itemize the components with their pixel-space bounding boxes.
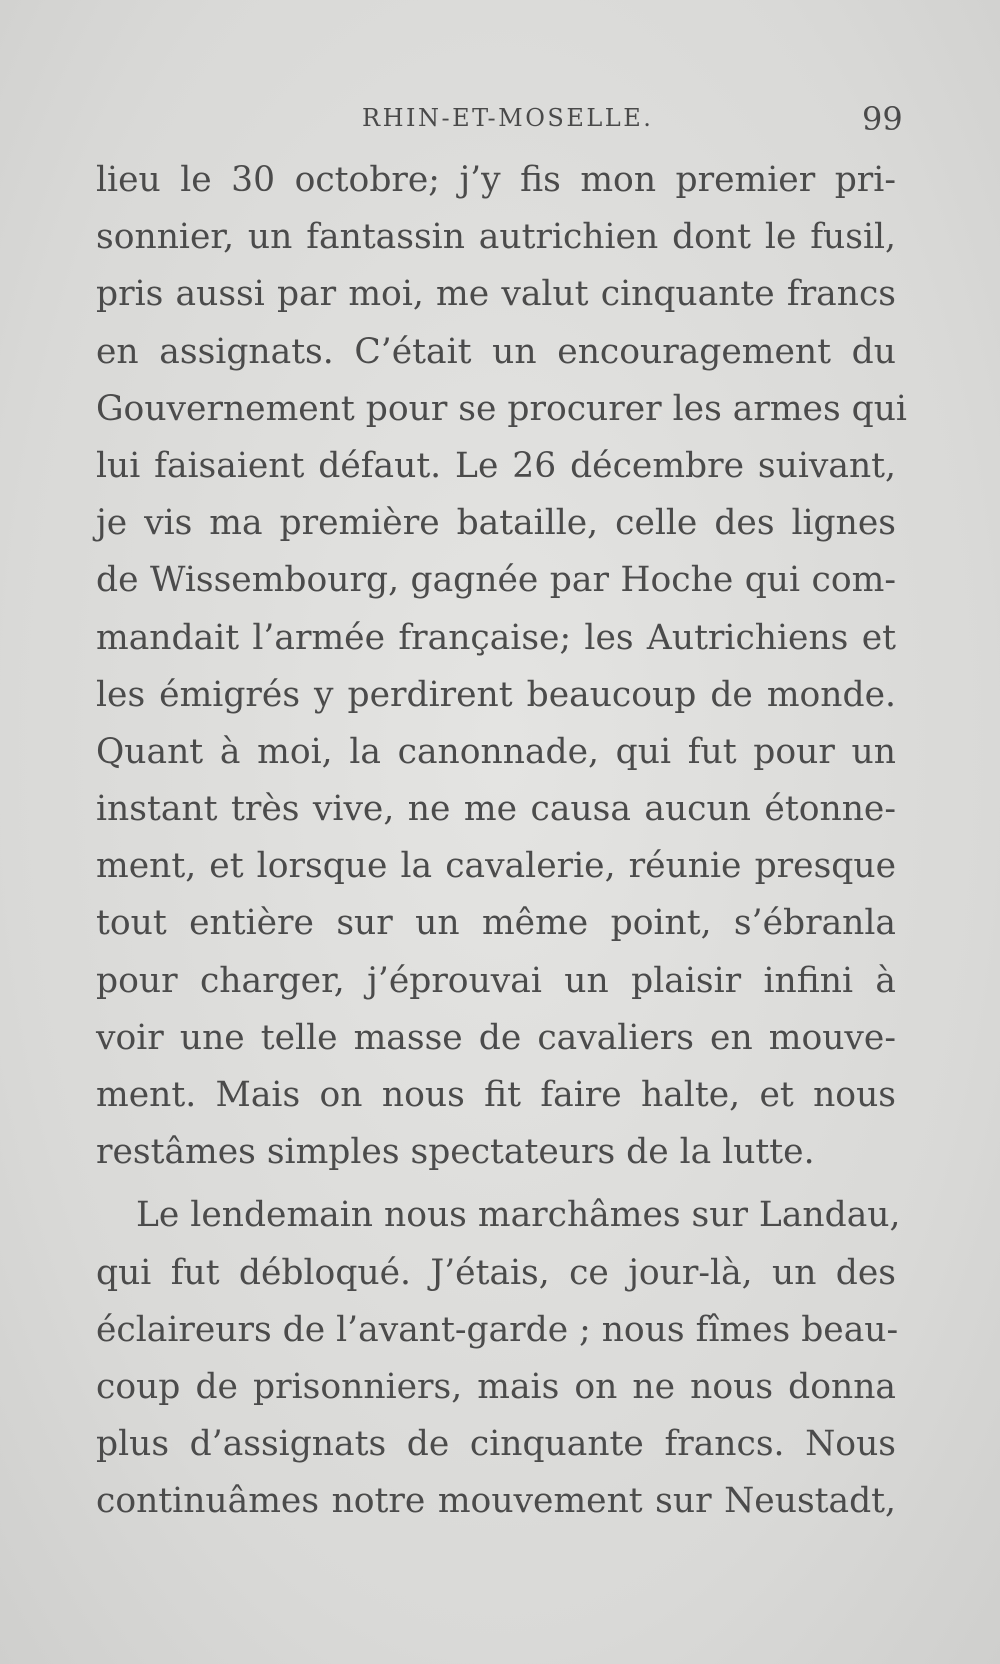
text-line: éclaireurs de l’avant-garde ; nous fîmes beau- bbox=[96, 1309, 899, 1350]
text-line: restâmes simples spectateurs de la lutte. bbox=[96, 1132, 815, 1173]
paragraph-1 bbox=[96, 152, 907, 1181]
text-line: les émigrés y perdirent beaucoup de monde. bbox=[96, 674, 896, 715]
text-line: instant très vive, ne me causa aucun étonne- bbox=[96, 789, 896, 830]
text-line: Le lendemain nous marchâmes sur Landau, bbox=[136, 1195, 901, 1236]
running-title: RHIN-ET-MOSELLE. bbox=[362, 104, 654, 132]
text-line: voir une telle masse de cavaliers en mouve- bbox=[96, 1017, 896, 1058]
text-line: sonnier, un fantassin autrichien dont le fusil, bbox=[96, 217, 896, 258]
paragraph-2 bbox=[96, 1187, 901, 1530]
text-line: coup de prisonniers, mais on ne nous donna bbox=[96, 1366, 896, 1407]
text-line: Gouvernement pour se procurer les armes qui bbox=[96, 388, 907, 429]
text-line: lieu le 30 octobre; j’y fis mon premier pri- bbox=[96, 160, 896, 200]
text-line: continuâmes notre mouvement sur Neustadt, bbox=[96, 1481, 896, 1522]
text-line: en assignats. C’était un encouragement du bbox=[96, 331, 896, 372]
text-line: tout entière sur un même point, s’ébranla bbox=[96, 903, 896, 944]
text-line: plus d’assignats de cinquante francs. Nous bbox=[96, 1424, 896, 1465]
text-line: pris aussi par moi, me valut cinquante francs bbox=[96, 274, 896, 315]
text-line: mandait l’armée française; les Autrichiens et bbox=[96, 617, 896, 658]
page-number: 99 bbox=[862, 100, 903, 138]
text-line: pour charger, j’éprouvai un plaisir infini à bbox=[96, 960, 896, 1001]
text-line: de Wissembourg, gagnée par Hoche qui com- bbox=[96, 560, 896, 601]
body-text bbox=[96, 152, 907, 1531]
text-line: je vis ma première bataille, celle des lignes bbox=[96, 503, 896, 544]
text-line: qui fut débloqué. J’étais, ce jour-là, un des bbox=[96, 1252, 896, 1293]
text-line: ment, et lorsque la cavalerie, réunie presque bbox=[96, 846, 896, 887]
text-line: ment. Mais on nous fit faire halte, et nous bbox=[96, 1075, 896, 1115]
running-head bbox=[0, 100, 1000, 140]
text-line: Quant à moi, la canonnade, qui fut pour un bbox=[96, 731, 896, 772]
text-line: lui faisaient défaut. Le 26 décembre suivant, bbox=[96, 445, 896, 486]
